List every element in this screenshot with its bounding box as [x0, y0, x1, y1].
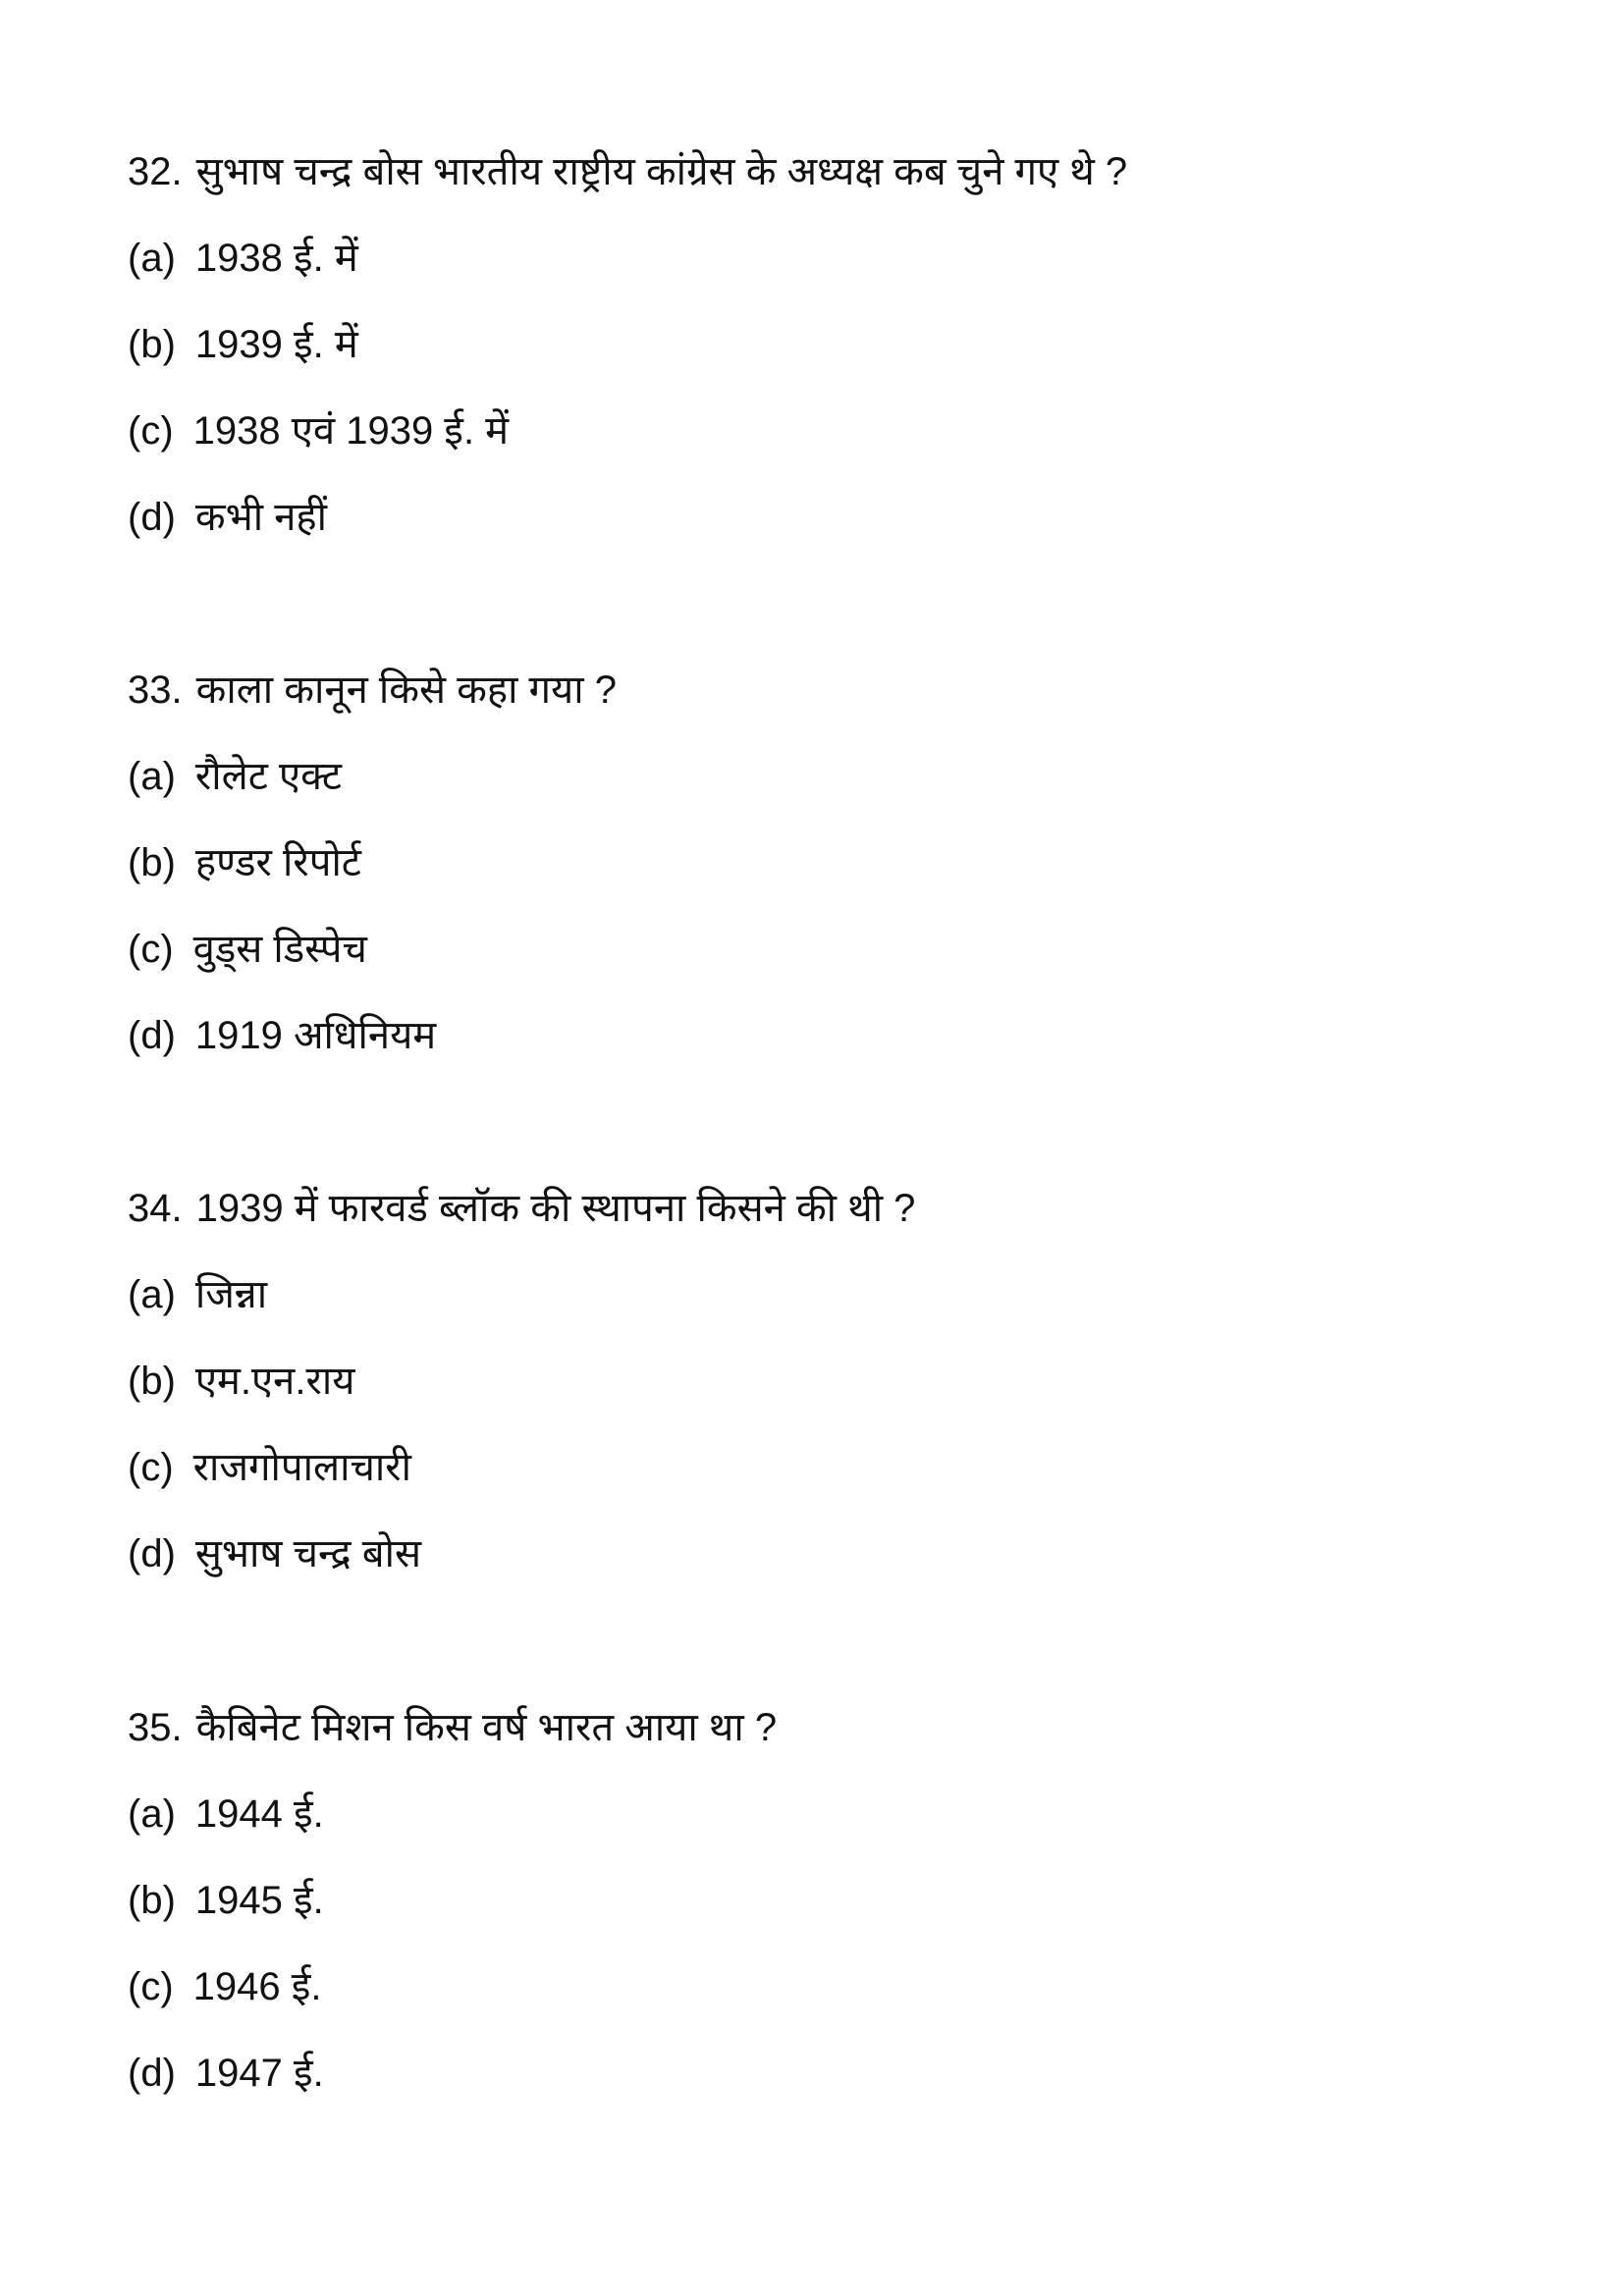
option-text: 1938 एवं 1939 ई. में	[192, 409, 510, 453]
option-33-c	[128, 925, 367, 974]
option-text: 1939 ई. में	[194, 323, 358, 366]
option-label: (a)	[128, 1273, 176, 1316]
question-text: काला कानून किसे कहा गया ?	[195, 668, 617, 712]
option-label: (a)	[128, 237, 176, 280]
option-text: 1938 ई. में	[194, 237, 358, 280]
option-33-d	[128, 1011, 436, 1060]
question-text: 1939 में फारवर्ड ब्लॉक की स्थापना किसने की थी ?	[195, 1187, 916, 1230]
option-text: रौलेट एक्ट	[194, 755, 343, 798]
option-text: 1919 अधिनियम	[194, 1014, 437, 1057]
option-label: (c)	[128, 1965, 174, 2008]
question-33	[128, 666, 617, 715]
option-label: (a)	[128, 1792, 176, 1836]
option-34-c	[128, 1443, 411, 1492]
option-label: (b)	[128, 841, 176, 884]
question-number: 33.	[128, 668, 183, 712]
option-text: कभी नहीं	[194, 496, 328, 539]
question-text: कैबिनेट मिशन किस वर्ष भारत आया था ?	[195, 1706, 778, 1749]
option-text: हण्डर रिपोर्ट	[194, 841, 361, 884]
option-text: 1944 ई.	[194, 1792, 324, 1836]
option-35-b	[128, 1876, 324, 1925]
option-text: जिन्ना	[194, 1273, 268, 1316]
option-32-d	[128, 493, 327, 542]
option-label: (c)	[128, 409, 174, 453]
option-label: (d)	[128, 496, 176, 539]
option-label: (c)	[128, 928, 174, 971]
option-33-b	[128, 838, 361, 887]
option-label: (b)	[128, 1360, 176, 1403]
option-text: सुभाष चन्द्र बोस	[194, 1532, 421, 1575]
option-32-c	[128, 406, 509, 455]
option-35-a	[128, 1789, 324, 1839]
option-label: (d)	[128, 1532, 176, 1575]
option-label: (b)	[128, 323, 176, 366]
option-35-c	[128, 1962, 322, 2011]
option-label: (a)	[128, 755, 176, 798]
question-number: 32.	[128, 150, 183, 193]
option-label: (b)	[128, 1879, 176, 1922]
option-34-b	[128, 1357, 354, 1406]
option-text: एम.एन.राय	[194, 1360, 355, 1403]
option-32-a	[128, 234, 358, 283]
option-33-a	[128, 752, 342, 801]
question-34	[128, 1184, 915, 1233]
question-35	[128, 1703, 777, 1752]
option-34-a	[128, 1270, 267, 1319]
option-label: (d)	[128, 1014, 176, 1057]
option-text: वुड्स डिस्पेच	[192, 928, 367, 971]
option-35-d	[128, 2049, 324, 2098]
option-text: राजगोपालाचारी	[192, 1446, 411, 1489]
option-label: (d)	[128, 2052, 176, 2095]
question-text: सुभाष चन्द्र बोस भारतीय राष्ट्रीय कांग्रेस के अध्यक्ष कब चुने गए थे ?	[195, 150, 1128, 193]
option-32-b	[128, 320, 358, 369]
option-text: 1947 ई.	[194, 2052, 324, 2095]
question-number: 35.	[128, 1706, 183, 1749]
option-label: (c)	[128, 1446, 174, 1489]
question-number: 34.	[128, 1187, 183, 1230]
option-text: 1945 ई.	[194, 1879, 324, 1922]
option-text: 1946 ई.	[192, 1965, 322, 2008]
option-34-d	[128, 1529, 421, 1578]
question-32	[128, 147, 1127, 196]
